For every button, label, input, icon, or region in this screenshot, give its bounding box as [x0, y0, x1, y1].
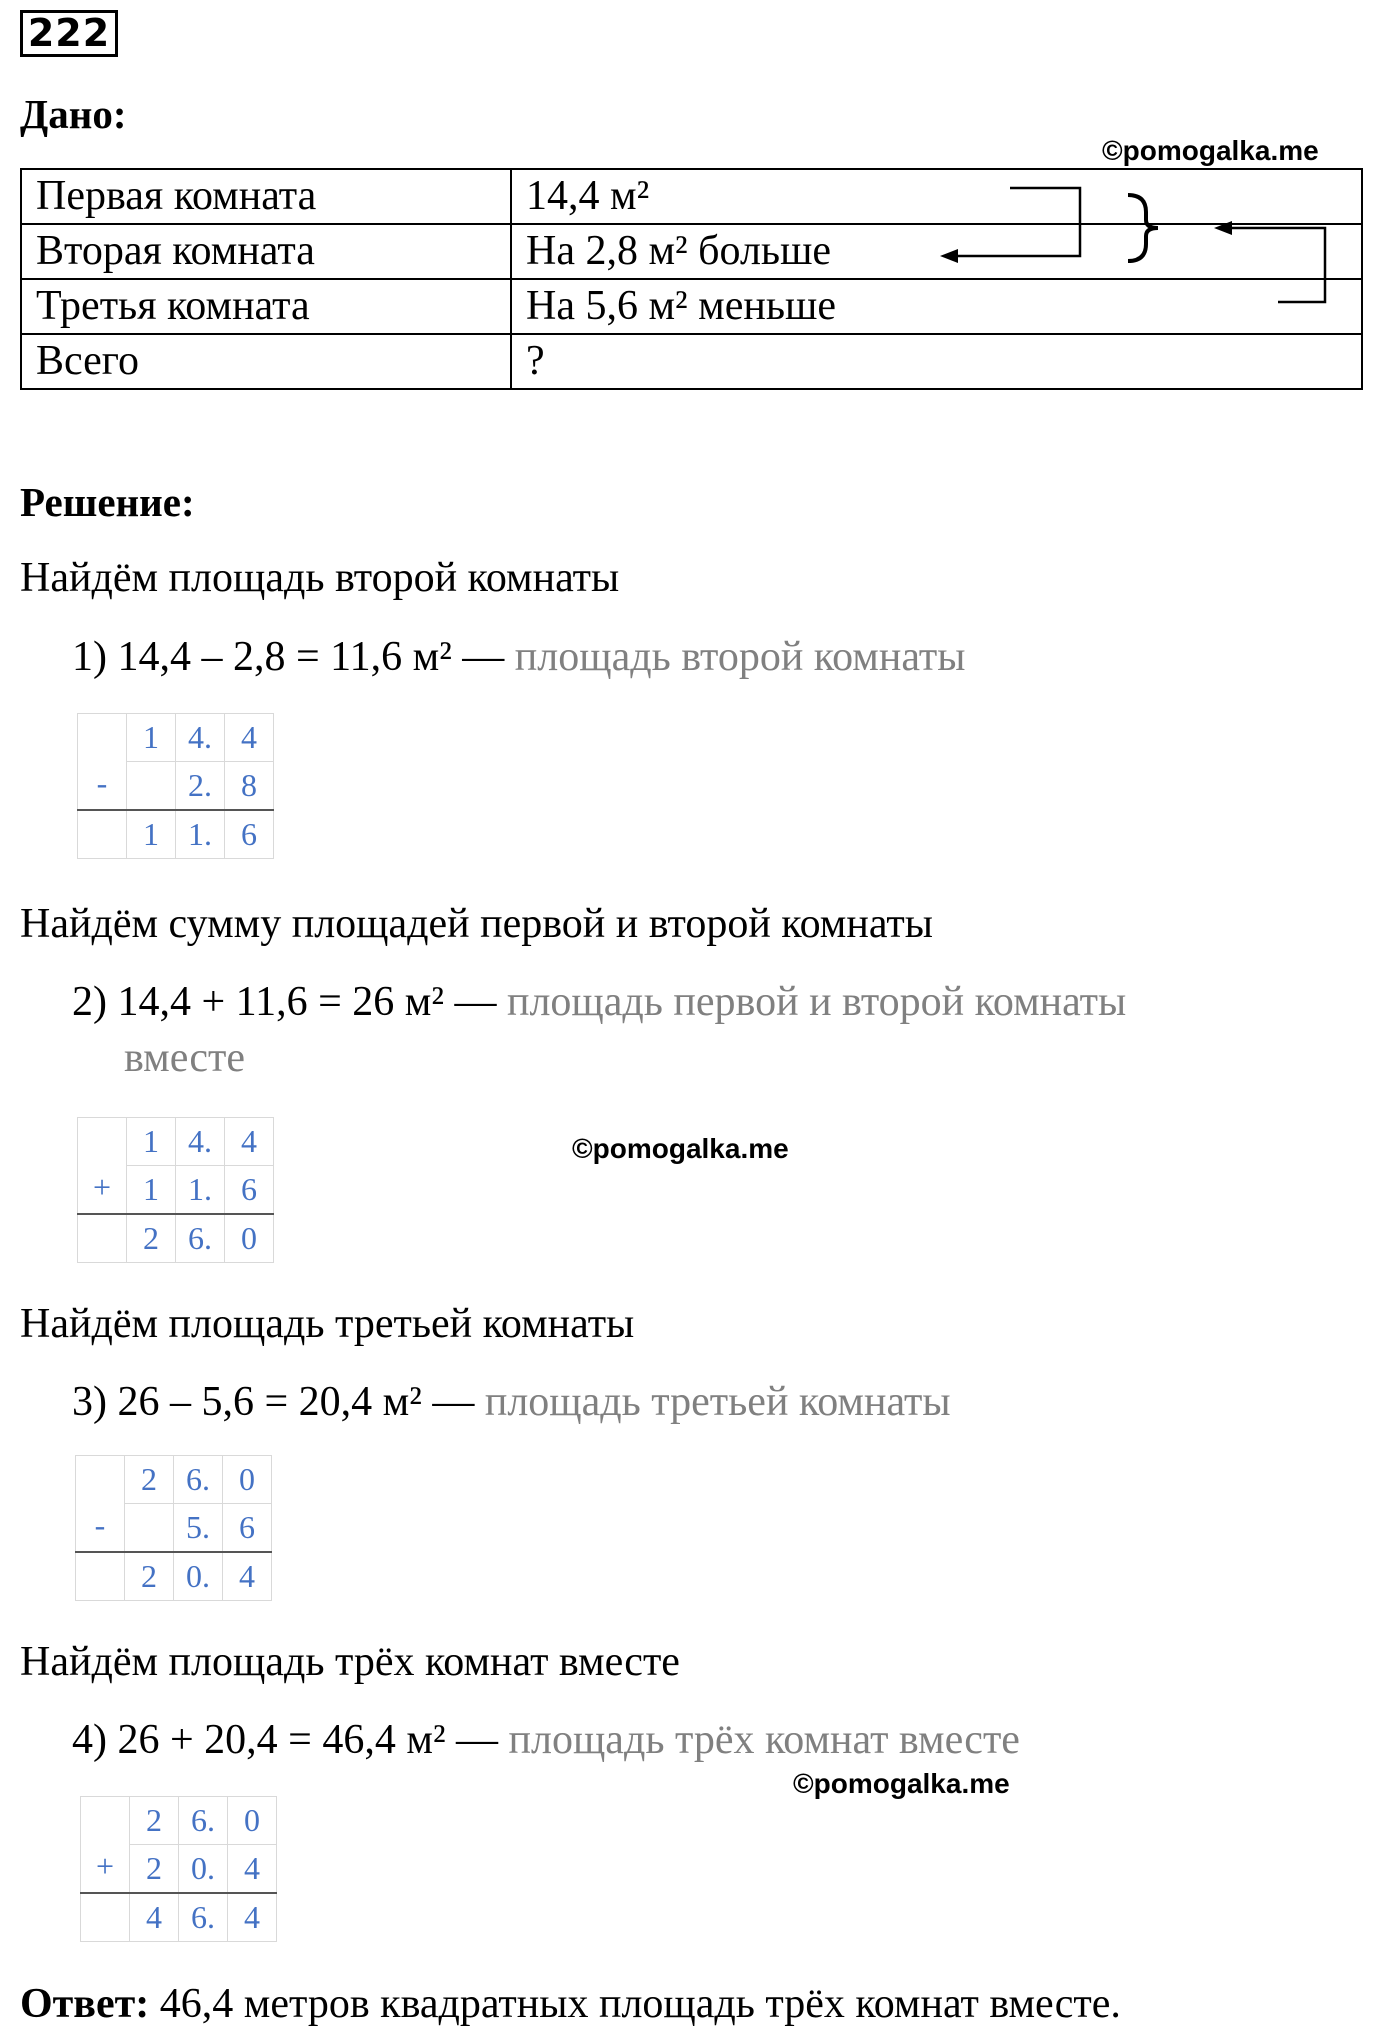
digit: 1 [127, 810, 176, 859]
watermark-top: ©pomogalka.me [1102, 135, 1319, 166]
digit: 4 [228, 1893, 277, 1942]
given-value: 14,4 м² [511, 169, 1362, 224]
step-formula: 1) 14,4 – 2,8 = 11,6 м² — [72, 634, 505, 680]
empty-cell [78, 810, 127, 859]
column-calculation [75, 1455, 272, 1601]
empty-cell [78, 1214, 127, 1263]
digit [125, 1504, 174, 1553]
digit: 5. [174, 1504, 223, 1553]
operator: - [76, 1456, 125, 1553]
given-value: На 5,6 м² меньше [511, 279, 1362, 334]
digit: 6 [225, 810, 274, 859]
watermark-bottom: ©pomogalka.me [793, 1768, 1010, 1799]
relation-arrows [0, 0, 1400, 320]
step-intro: Найдём сумму площадей первой и второй комнаты [20, 901, 933, 947]
digit: 6. [179, 1893, 228, 1942]
empty-cell [81, 1893, 130, 1942]
given-label: Вторая комната [21, 224, 511, 279]
given-value: ? [511, 334, 1362, 389]
solution-heading: Решение: [20, 479, 195, 525]
column-calculation [77, 713, 274, 859]
arrow-head-brace [1214, 221, 1232, 235]
problem-number: 222 [20, 10, 118, 57]
digit: 1 [127, 1166, 176, 1215]
digit: 0. [174, 1552, 223, 1601]
operator: + [81, 1797, 130, 1894]
step-formula-line [72, 633, 965, 681]
step-formula: 2) 14,4 + 11,6 = 26 м² — [72, 979, 497, 1025]
answer-line [20, 1980, 1121, 2028]
step-intro: Найдём площадь второй комнаты [20, 555, 620, 601]
column-calculation [80, 1796, 277, 1942]
digit: 1. [176, 810, 225, 859]
given-label: Третья комната [21, 279, 511, 334]
digit: 0 [228, 1797, 277, 1845]
digit: 1. [176, 1166, 225, 1215]
digit: 0. [179, 1845, 228, 1894]
arrow-head-left [940, 249, 958, 263]
digit: 4 [228, 1845, 277, 1894]
step-intro: Найдём площадь третьей комнаты [20, 1301, 635, 1347]
digit: 4. [176, 1118, 225, 1166]
given-heading: Дано: [20, 91, 127, 137]
digit: 2 [127, 1214, 176, 1263]
digit: 0 [223, 1456, 272, 1504]
given-value: На 2,8 м² больше [511, 224, 1362, 279]
digit: 4 [130, 1893, 179, 1942]
digit: 6. [174, 1456, 223, 1504]
digit: 4. [176, 714, 225, 762]
given-label: Первая комната [21, 169, 511, 224]
step-note: площадь трёх комнат вместе [498, 1717, 1020, 1763]
digit: 2 [125, 1456, 174, 1504]
table-row [21, 334, 1362, 389]
step-formula-line [72, 978, 1126, 1026]
step-formula-line [72, 1716, 1020, 1764]
digit: 6. [179, 1797, 228, 1845]
step-formula: 4) 26 + 20,4 = 46,4 м² — [72, 1717, 499, 1763]
step-note: площадь первой и второй комнаты [496, 979, 1127, 1025]
digit: 6. [176, 1214, 225, 1263]
step-note: площадь третьей комнаты [474, 1379, 951, 1425]
curly-brace [1128, 195, 1158, 261]
digit: 2 [130, 1797, 179, 1845]
operator: + [78, 1118, 127, 1215]
step-intro: Найдём площадь трёх комнат вместе [20, 1639, 680, 1685]
digit: 2 [130, 1845, 179, 1894]
operator: - [78, 714, 127, 811]
digit: 4 [225, 714, 274, 762]
digit [127, 762, 176, 811]
digit: 2. [176, 762, 225, 811]
arrow-third-to-brace [1222, 228, 1325, 302]
given-label: Всего [21, 334, 511, 389]
step-formula: 3) 26 – 5,6 = 20,4 м² — [72, 1379, 475, 1425]
digit: 4 [223, 1552, 272, 1601]
digit: 1 [127, 714, 176, 762]
column-calculation [77, 1117, 274, 1263]
step-formula-line [72, 1378, 951, 1426]
answer-label: Ответ: [20, 1981, 150, 2027]
arrow-first-to-second [950, 188, 1080, 256]
answer-text: 46,4 метров квадратных площадь трёх комнат вместе. [149, 1981, 1121, 2027]
digit: 0 [225, 1214, 274, 1263]
step-note: площадь второй комнаты [504, 634, 966, 680]
digit: 2 [125, 1552, 174, 1601]
empty-cell [76, 1552, 125, 1601]
digit: 6 [225, 1166, 274, 1215]
digit: 8 [225, 762, 274, 811]
watermark-middle: ©pomogalka.me [572, 1133, 789, 1164]
step-note-continued: вместе [124, 1035, 246, 1081]
digit: 1 [127, 1118, 176, 1166]
digit: 4 [225, 1118, 274, 1166]
digit: 6 [223, 1504, 272, 1553]
